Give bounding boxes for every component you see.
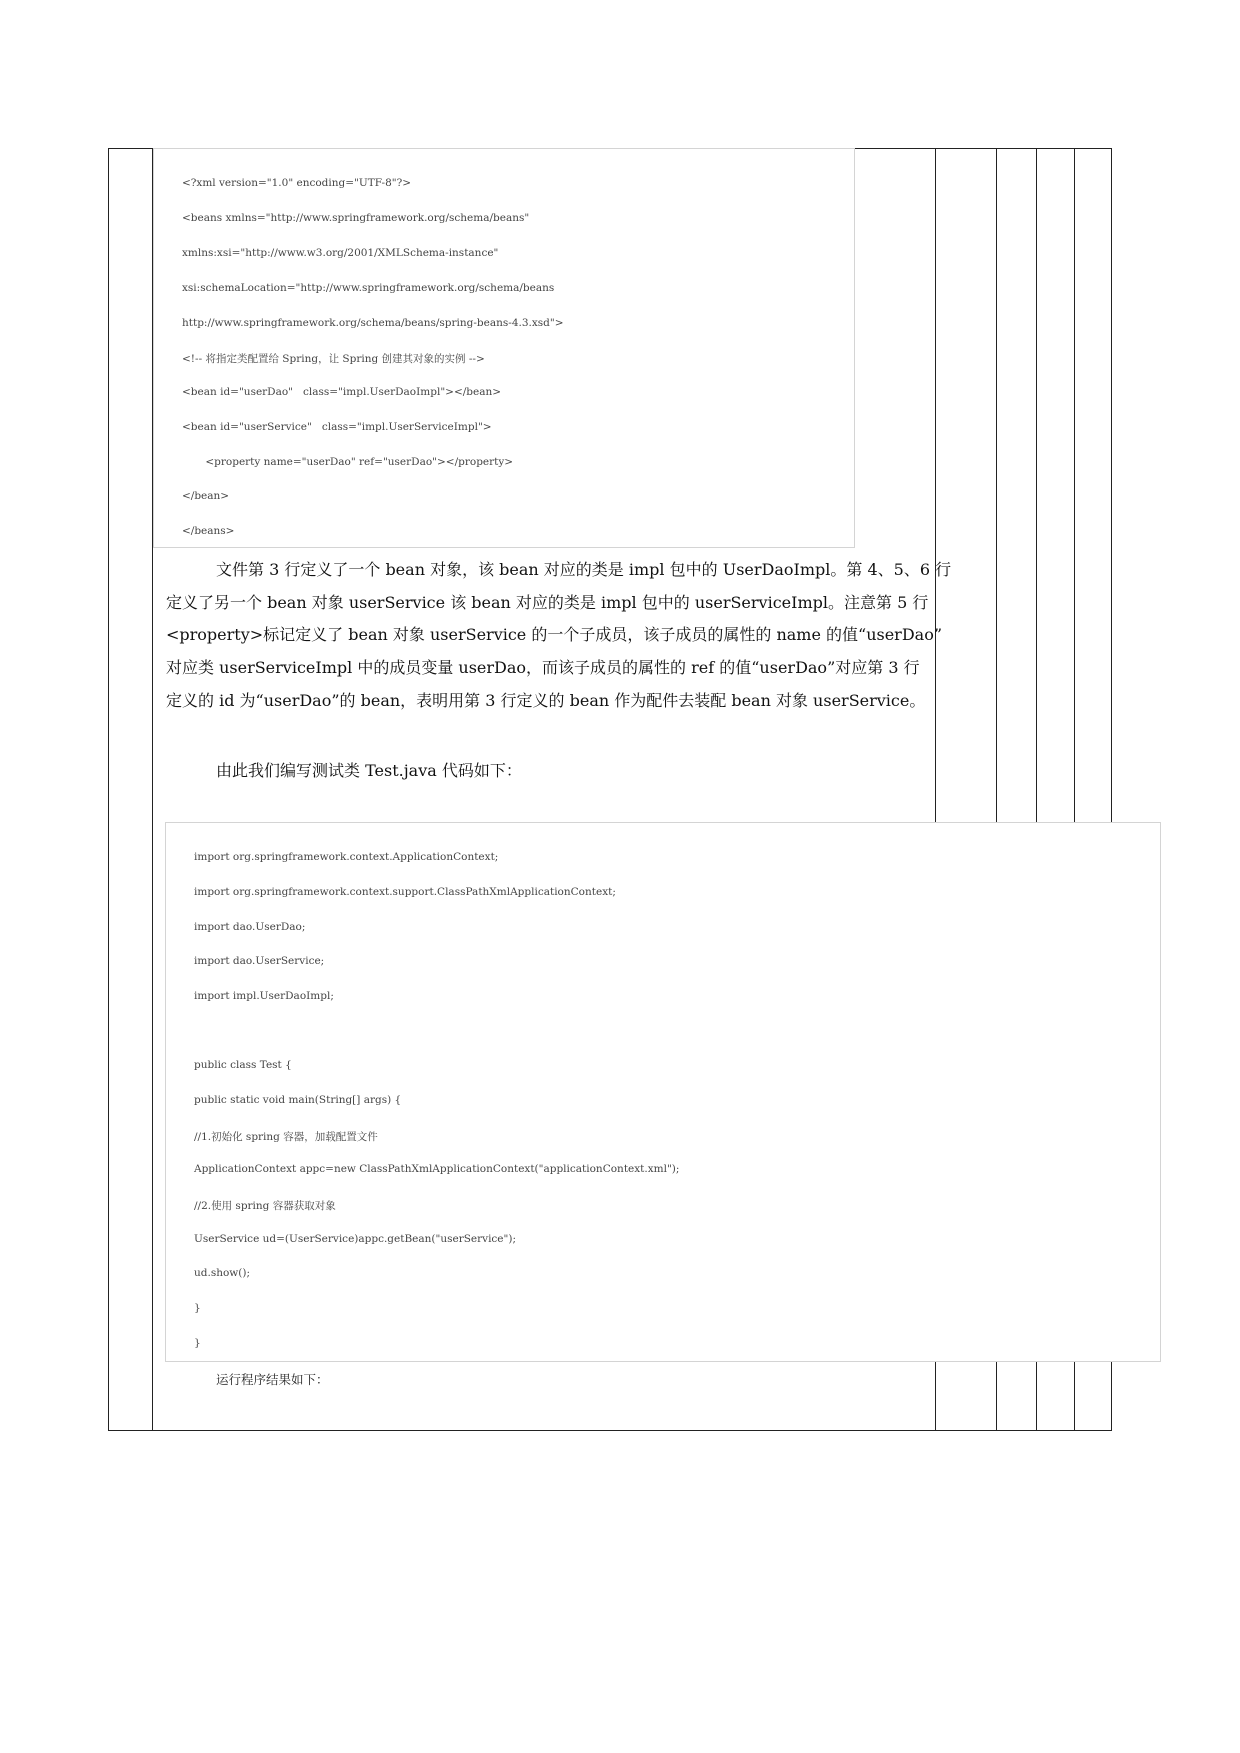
xml-code-line: <beans xmlns="http://www.springframework.org/schema/beans" — [182, 212, 530, 224]
java-code-line: import dao.UserDao; — [194, 921, 306, 933]
java-code-line: import dao.UserService; — [194, 955, 325, 967]
java-code-line: //1.初始化 spring 容器，加载配置文件 — [194, 1131, 378, 1143]
xml-code-line: xsi:schemaLocation="http://www.springframework.org/schema/beans — [182, 282, 555, 294]
explanation-line: 对应类 userServiceImpl 中的成员变量 userDao，而该子成员的属性的 ref 的值“userDao”对应第 3 行 — [166, 658, 920, 677]
run-result-label: 运行程序结果如下： — [216, 1372, 329, 1387]
xml-code-line: xmlns:xsi="http://www.w3.org/2001/XMLSchema-instance" — [182, 247, 499, 259]
xml-code-line: <property name="userDao" ref="userDao"></property> — [182, 456, 514, 468]
explanation-line: <property>标记定义了 bean 对象 userService 的一个子成员，该子成员的属性的 name 的值“userDao” — [166, 625, 943, 644]
java-code-line: ApplicationContext appc=new ClassPathXmlApplicationContext("applicationContext.xml"); — [194, 1163, 680, 1175]
java-code-line: ud.show(); — [194, 1267, 251, 1279]
java-code-line: import impl.UserDaoImpl; — [194, 990, 334, 1002]
xml-code-line: <!-- 将指定类配置给 Spring，让 Spring 创建其对象的实例 --> — [182, 353, 485, 365]
java-code-line: import org.springframework.context.ApplicationContext; — [194, 851, 499, 863]
java-code-line: } — [194, 1337, 201, 1349]
xml-code-line: </beans> — [182, 525, 235, 537]
xml-code-line: http://www.springframework.org/schema/beans/spring-beans-4.3.xsd"> — [182, 317, 564, 329]
java-code-line: import org.springframework.context.support.ClassPathXmlApplicationContext; — [194, 886, 616, 898]
explanation-line: 文件第 3 行定义了一个 bean 对象，该 bean 对应的类是 impl 包中的 UserDaoImpl。第 4、5、6 行 — [216, 560, 952, 579]
explanation-line: 定义的 id 为“userDao”的 bean，表明用第 3 行定义的 bean 作为配件去装配 bean 对象 userService。 — [166, 691, 926, 710]
xml-code-line: </bean> — [182, 490, 230, 502]
java-code-line: public class Test { — [194, 1059, 292, 1071]
test-class-intro: 由此我们编写测试类 Test.java 代码如下： — [216, 761, 522, 780]
xml-code-line: <bean id="userService" class="impl.UserServiceImpl"> — [182, 421, 492, 433]
xml-code-line: <bean id="userDao" class="impl.UserDaoImpl"></bean> — [182, 386, 502, 398]
xml-code-line: <?xml version="1.0" encoding="UTF-8"?> — [182, 177, 412, 189]
java-code-block — [165, 822, 1161, 1362]
java-code-line: UserService ud=(UserService)appc.getBean("userService"); — [194, 1233, 516, 1245]
java-code-line: } — [194, 1302, 201, 1314]
explanation-line: 定义了另一个 bean 对象 userService 该 bean 对应的类是 impl 包中的 userServiceImpl。注意第 5 行 — [166, 593, 929, 612]
xml-code-block — [153, 148, 855, 548]
java-code-line: //2.使用 spring 容器获取对象 — [194, 1200, 336, 1212]
java-code-line: public static void main(String[] args) { — [194, 1094, 402, 1106]
